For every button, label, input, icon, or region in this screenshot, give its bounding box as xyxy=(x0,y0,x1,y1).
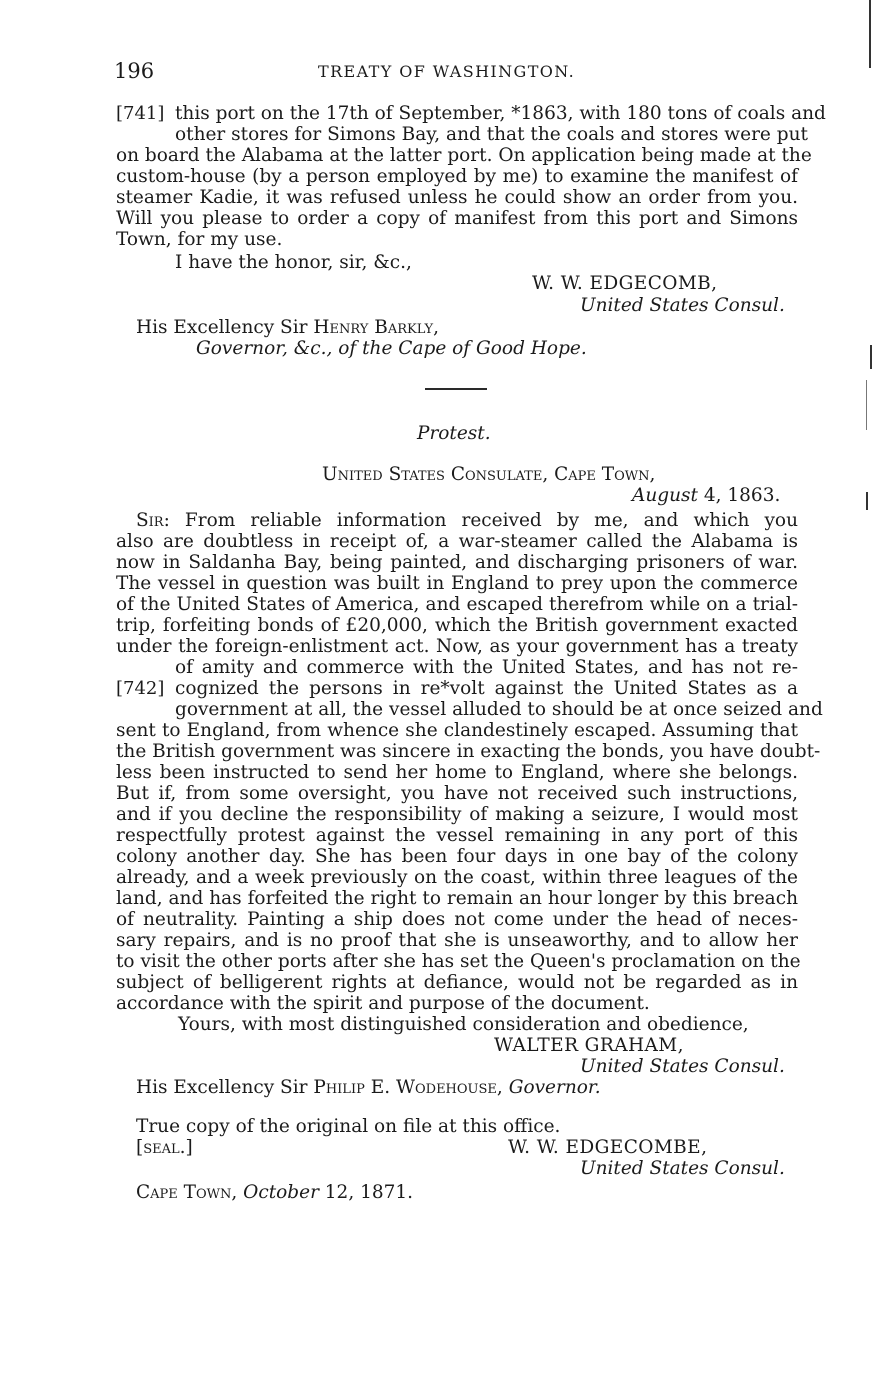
seal-label: [seal.] xyxy=(136,1137,193,1158)
letter-line: Town, for my use. xyxy=(116,229,283,250)
certification-date-rest: 12, 1871. xyxy=(318,1182,414,1203)
certification-signer: W. W. EDGECOMBE, xyxy=(508,1137,708,1158)
protest-line: the British government was sincere in exacting the bonds, you have doubt- xyxy=(116,741,821,762)
protest-line: subject of belligerent rights at defiance, would not be regarded as in xyxy=(116,972,798,993)
letter-line: steamer Kadie, it was refused unless he could show an order from you. xyxy=(116,187,798,208)
protest-line: land, and has forfeited the right to remain an hour longer by this breach xyxy=(116,888,798,909)
protest-date-month: August xyxy=(632,485,698,506)
protest-line: sent to England, from whence she clandestinely escaped. Assuming that xyxy=(116,720,798,741)
protest-signer: WALTER GRAHAM, xyxy=(494,1035,684,1056)
letter-addressee xyxy=(136,317,439,338)
addressee-prefix: His Excellency Sir xyxy=(136,1077,314,1098)
page-marker-742: [742] xyxy=(116,678,165,699)
protest-line: and if you decline the responsibility of making a seizure, I would most xyxy=(116,804,798,825)
scan-edge-mark xyxy=(866,492,868,510)
letter-line: this port on the 17th of September, *1863, with 180 tons of coals and xyxy=(175,103,826,124)
addressee-name: Philip E. Wodehouse, xyxy=(313,1077,503,1098)
protest-line: trip, forfeiting bonds of £20,000, which the British government exacted xyxy=(116,615,798,636)
protest-line xyxy=(136,510,798,531)
page-marker-741: [741] xyxy=(116,103,165,124)
protest-line: to visit the other ports after she has set the Queen's proclamation on the xyxy=(116,951,801,972)
letter-line: custom-house (by a person employed by me) to examine the manifest of xyxy=(116,166,798,187)
addressee-title: Governor. xyxy=(508,1077,601,1098)
protest-line: of neutrality. Painting a ship does not come under the head of neces- xyxy=(116,909,798,930)
letter-line: on board the Alabama at the latter port. On application being made at the xyxy=(116,145,812,166)
protest-line: government at all, the vessel alluded to should be at once seized and xyxy=(175,699,823,720)
protest-line: of the United States of America, and escaped therefrom while on a trial- xyxy=(116,594,798,615)
protest-line-text: : From reliable information received by me, and which you xyxy=(163,510,798,531)
protest-line: The vessel in question was built in England to prey upon the commerce xyxy=(116,573,798,594)
scan-edge-mark xyxy=(866,380,867,430)
addressee-prefix: His Excellency Sir xyxy=(136,317,314,338)
addressee-name: Henry Barkly, xyxy=(313,317,439,338)
protest-line: now in Saldanha Bay, being painted, and discharging prisoners of war. xyxy=(116,552,798,573)
certification-date-month: October xyxy=(243,1182,319,1203)
certification-dateline xyxy=(136,1182,413,1203)
letter-addressee-title: Governor, &c., of the Cape of Good Hope. xyxy=(196,338,587,359)
section-divider xyxy=(425,388,487,390)
protest-salutation: Sir xyxy=(136,510,164,531)
running-title: TREATY OF WASHINGTON. xyxy=(318,62,576,81)
certification-signer-title: United States Consul. xyxy=(580,1158,785,1179)
protest-date xyxy=(632,485,780,506)
protest-line: also are doubtless in receipt of, a war-steamer called the Alabama is xyxy=(116,531,798,552)
protest-line: cognized the persons in re*volt against the United States as a xyxy=(175,678,798,699)
scan-edge-mark xyxy=(870,345,872,369)
protest-line: sary repairs, and is no proof that she is unseaworthy, and to allow her xyxy=(116,930,798,951)
protest-closing: Yours, with most distinguished consideration and obedience, xyxy=(178,1014,749,1035)
letter-signer-title: United States Consul. xyxy=(580,295,785,316)
certification-place: Cape Town, xyxy=(136,1182,238,1203)
letter-closing: I have the honor, sir, &c., xyxy=(175,252,412,273)
letter-signer: W. W. EDGECOMB, xyxy=(532,273,718,294)
page-number: 196 xyxy=(114,59,155,83)
protest-addressee xyxy=(136,1077,601,1098)
protest-line: respectfully protest against the vessel remaining in any port of this xyxy=(116,825,798,846)
certification-text: True copy of the original on file at this office. xyxy=(136,1116,561,1137)
protest-line: of amity and commerce with the United States, and has not re- xyxy=(175,657,798,678)
protest-date-rest: 4, 1863. xyxy=(697,485,781,506)
protest-line: But if, from some oversight, you have not received such instructions, xyxy=(116,783,798,804)
scan-edge-mark xyxy=(869,0,871,68)
protest-place: United States Consulate, Cape Town, xyxy=(322,464,656,485)
protest-line: already, and a week previously on the coast, within three leagues of the xyxy=(116,867,798,888)
letter-line: other stores for Simons Bay, and that the coals and stores were put xyxy=(175,124,808,145)
protest-line: accordance with the spirit and purpose of the document. xyxy=(116,993,650,1014)
letter-line: Will you please to order a copy of manifest from this port and Simons xyxy=(116,208,798,229)
protest-line: under the foreign-enlistment act. Now, as your government has a treaty xyxy=(116,636,798,657)
protest-heading: Protest. xyxy=(417,423,491,444)
protest-signer-title: United States Consul. xyxy=(580,1056,785,1077)
protest-line: colony another day. She has been four days in one bay of the colony xyxy=(116,846,798,867)
protest-line: less been instructed to send her home to England, where she belongs. xyxy=(116,762,798,783)
